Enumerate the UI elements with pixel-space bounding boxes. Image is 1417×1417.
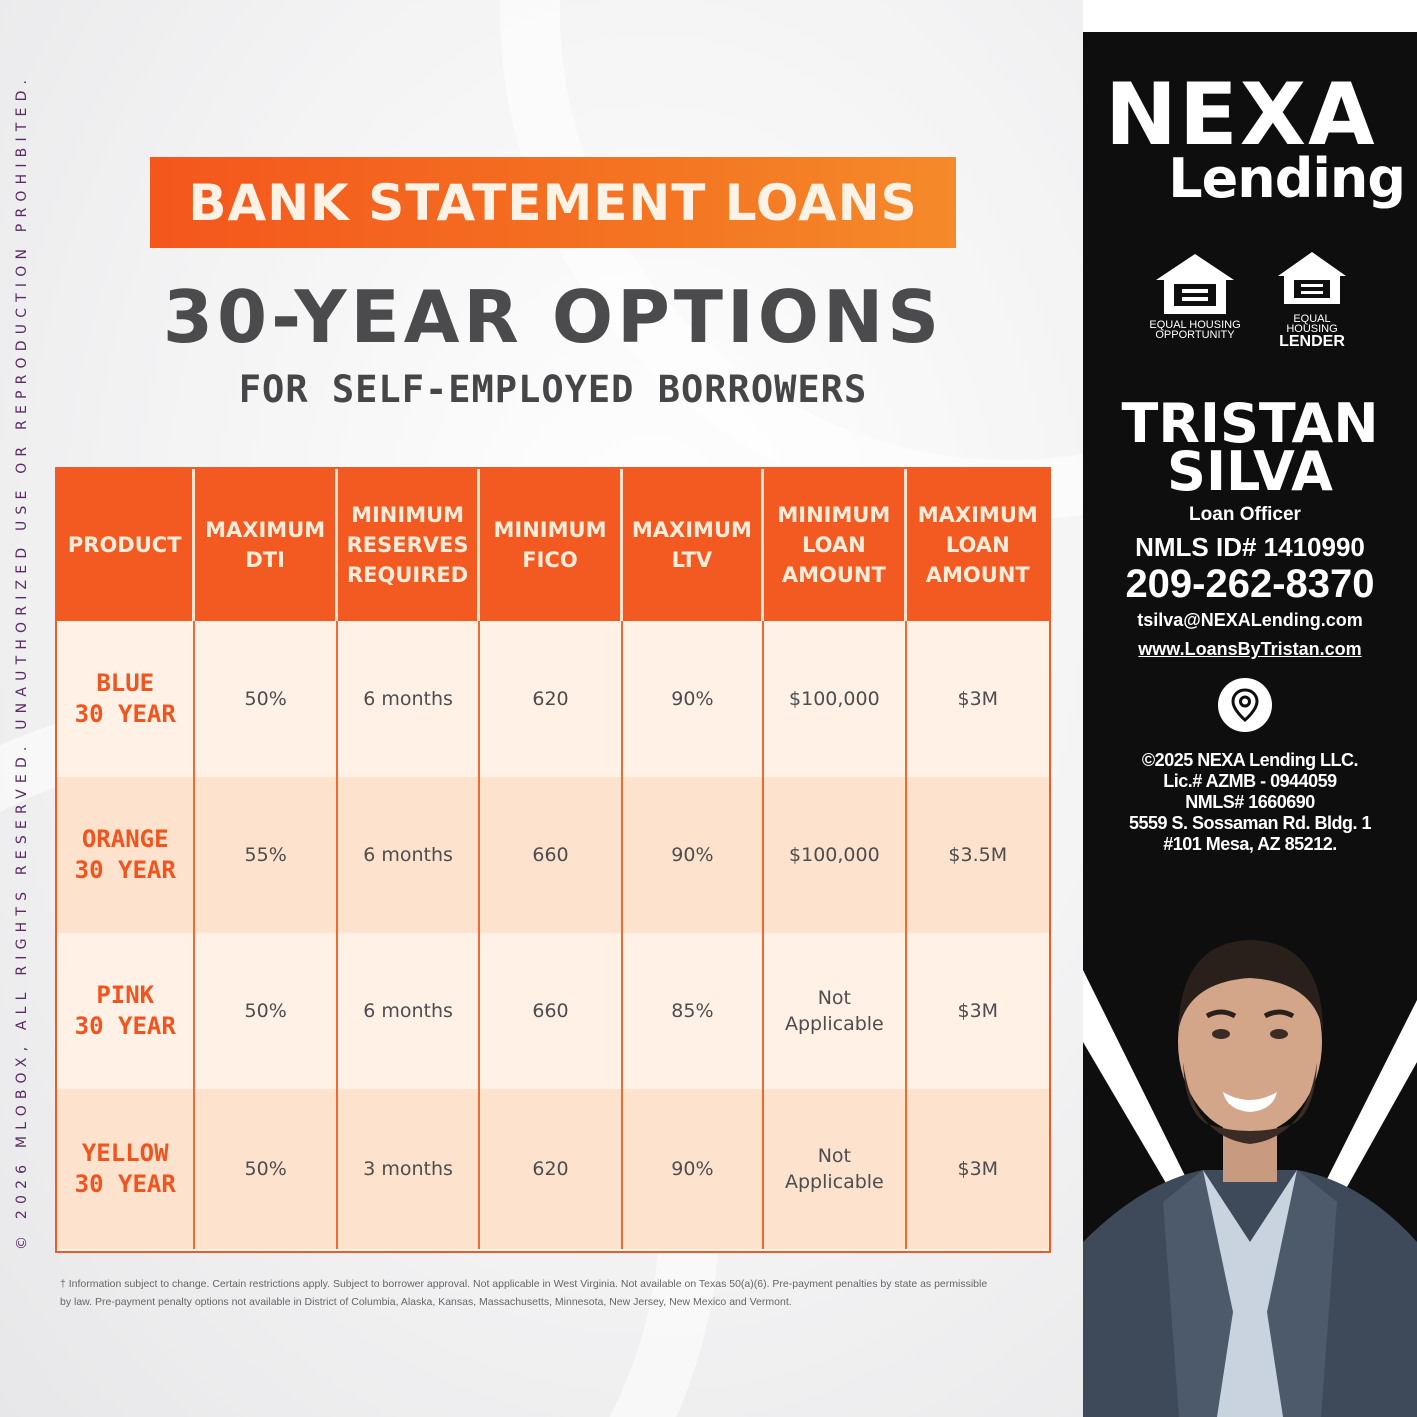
- table-row: [57, 1089, 1049, 1249]
- table-cell: 55%: [195, 777, 337, 933]
- product-cell: BLUE 30 YEAR: [57, 621, 195, 777]
- subheadline: FOR SELF-EMPLOYED BORROWERS: [238, 368, 868, 411]
- table-row: [57, 621, 1049, 777]
- officer-name: [1083, 392, 1417, 503]
- table-cell: 620: [480, 1089, 622, 1249]
- table-body: [57, 621, 1049, 1249]
- logo-wordmark: NEXA: [1105, 65, 1377, 165]
- header-cell: MINIMUM LOAN AMOUNT: [764, 469, 906, 621]
- badge-label: LENDER: [1279, 333, 1345, 350]
- badge-label: EQUAL HOUSING: [1149, 319, 1241, 331]
- table-cell: $3M: [957, 688, 999, 710]
- header-cell: MAXIMUM LOAN AMOUNT: [917, 503, 1038, 587]
- table-cell: 3 months: [338, 1089, 480, 1249]
- phone-number[interactable]: 209-262-8370: [1125, 562, 1375, 606]
- location-pin-icon: [1218, 678, 1272, 732]
- email-link[interactable]: tsilva@NEXALending.com: [1137, 610, 1363, 630]
- header-cell: PRODUCT: [57, 469, 195, 621]
- badge-label: EQUAL HOUSING: [1286, 313, 1338, 335]
- footnote-line: † Information subject to change. Certain restrictions apply. Subject to borrower approval. Not applicable in West Virginia. Not available on Texas 50(a)(6). Pre-payment penalties by state as permissible: [60, 1278, 988, 1290]
- table-cell: 660: [480, 933, 622, 1089]
- table-cell: 85%: [623, 933, 764, 1089]
- nmls-id: NMLS ID# 1410990: [1135, 532, 1365, 562]
- equal-housing-opportunity-badge: [1147, 250, 1243, 340]
- product-cell: ORANGE 30 YEAR: [57, 777, 195, 933]
- legal-line: #101 Mesa, AZ 85212.: [1163, 834, 1337, 854]
- table-cell: Not Applicable: [764, 933, 906, 1089]
- header-cell: MINIMUM FICO: [480, 469, 622, 621]
- table-cell: 50%: [195, 1089, 337, 1249]
- table-cell: $3M: [957, 1000, 999, 1022]
- table-cell: 90%: [623, 1089, 764, 1249]
- last-name: SILVA: [1167, 440, 1333, 503]
- product-cell: YELLOW 30 YEAR: [57, 1089, 195, 1249]
- table-cell: 6 months: [338, 777, 480, 933]
- product-cell: PINK 30 YEAR: [57, 933, 195, 1089]
- headline: 30-YEAR OPTIONS: [162, 275, 944, 359]
- title-banner: [150, 157, 956, 248]
- table-cell: 50%: [195, 621, 337, 777]
- footnote: [60, 1275, 988, 1311]
- table-row: [57, 777, 1049, 933]
- website-link[interactable]: www.LoansByTristan.com: [1138, 639, 1362, 659]
- loan-officer-sidebar: [1083, 32, 1417, 1417]
- table-header-row: [57, 469, 1049, 621]
- table-cell: Not Applicable: [764, 1089, 906, 1249]
- table-cell: 90%: [623, 621, 764, 777]
- table-cell: $3M: [957, 1158, 999, 1180]
- table-row: [57, 933, 1049, 1089]
- table-cell: 90%: [623, 777, 764, 933]
- officer-photo: [1083, 912, 1417, 1417]
- headshot-illustration: [1083, 912, 1417, 1417]
- footnote-line: by law. Pre-payment penalty options not available in District of Columbia, Alaska, Kansas, Massachusetts, Minnesota, New Jersey, New Mexico and Vermont.: [60, 1296, 792, 1308]
- table-cell: 50%: [195, 933, 337, 1089]
- company-legal-info: [1083, 750, 1417, 855]
- legal-line: 5559 S. Sossaman Rd. Bldg. 1: [1128, 813, 1372, 833]
- table-cell: $100,000: [764, 777, 906, 933]
- table-cell: $100,000: [764, 621, 906, 777]
- logo-subword: Lending: [1168, 147, 1405, 210]
- table-cell: 620: [480, 621, 622, 777]
- badge-label: OPPORTUNITY: [1155, 329, 1235, 341]
- house-icon: [1274, 250, 1350, 306]
- banner-text: BANK STATEMENT LOANS: [188, 173, 918, 232]
- background-swirl: [500, 0, 1083, 520]
- equal-housing-lender-badge: [1271, 250, 1353, 350]
- header-cell: MINIMUM RESERVES REQUIRED: [338, 469, 480, 621]
- copyright-notice: © 2026 MLOBOX, ALL RIGHTS RESERVED. UNAUTHORIZED USE OR REPRODUCTION PROHIBITED.: [14, 73, 30, 1250]
- header-cell: MAXIMUM LTV: [623, 469, 764, 621]
- header-cell: MAXIMUM DTI: [195, 469, 337, 621]
- loan-options-table: [55, 467, 1051, 1253]
- officer-title: Loan Officer: [1189, 504, 1301, 525]
- legal-line: NMLS# 1660690: [1185, 792, 1315, 812]
- nexa-lending-logo: [1105, 65, 1405, 210]
- legal-line: ©2025 NEXA Lending LLC.: [1141, 750, 1359, 770]
- first-name: TRISTAN: [1121, 392, 1379, 455]
- table-cell: 660: [480, 777, 622, 933]
- table-cell: 6 months: [338, 933, 480, 1089]
- house-icon: [1150, 250, 1240, 316]
- legal-line: Lic.# AZMB - 0944059: [1163, 771, 1337, 791]
- table-cell: $3.5M: [948, 844, 1008, 866]
- table-cell: 6 months: [338, 621, 480, 777]
